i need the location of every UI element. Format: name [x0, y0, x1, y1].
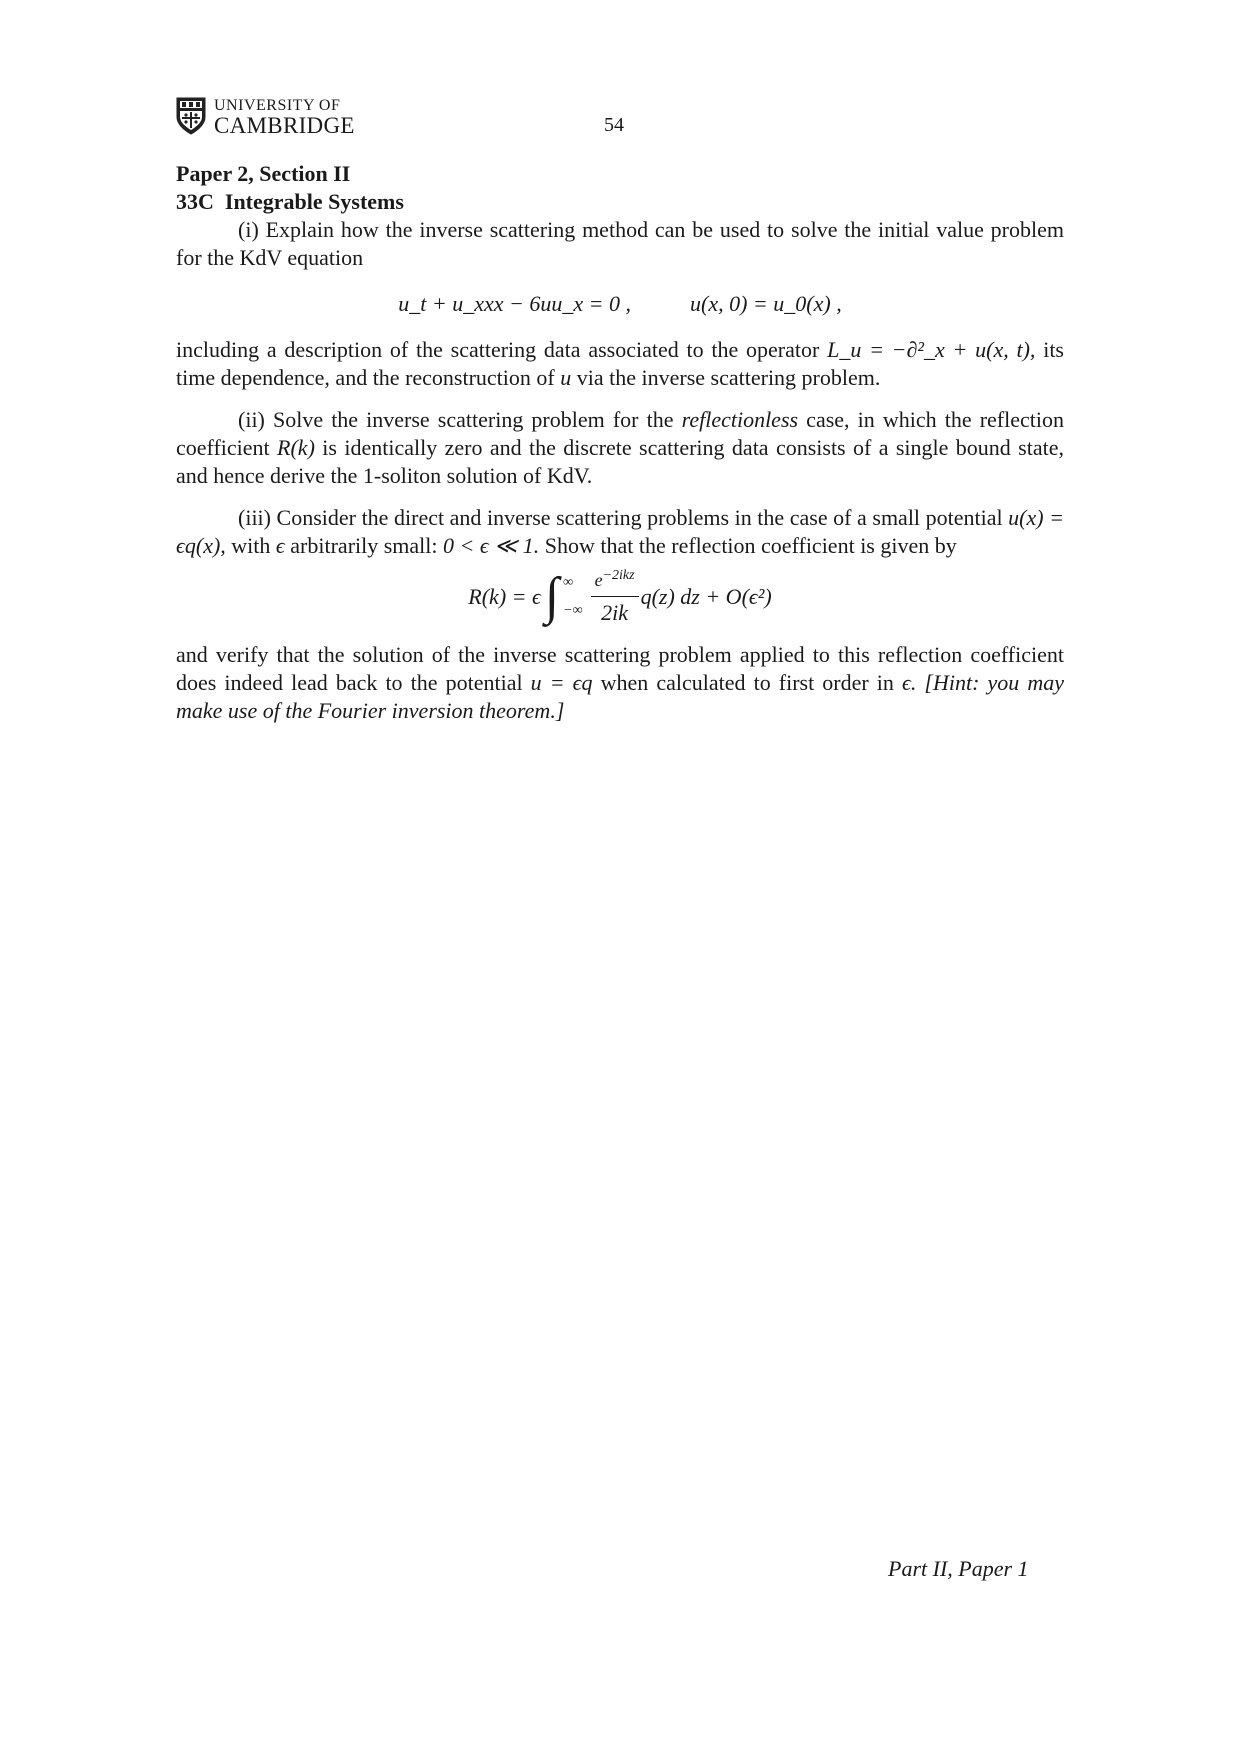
part-iii-text-e: and verify that the solution of the inverse scattering problem applied to this reflection coefficient does indeed lead back to the potential — [176, 642, 1064, 695]
part-iii-text-f: when calculated to first order in — [592, 670, 902, 695]
kdv-equation — [176, 290, 1064, 318]
potential-relation: u = ϵq — [530, 670, 593, 695]
integral-limits — [563, 569, 582, 625]
paper-section-heading: Paper 2, Section II — [176, 161, 351, 186]
operator-lu: L_u = −∂²_x + u(x, t), — [827, 337, 1036, 362]
question-title: 33C Integrable Systems — [176, 189, 404, 214]
part-iii-text-d: Show that the reflection coefficient is given by — [539, 533, 957, 558]
epsilon-range: 0 < ϵ ≪ 1. — [443, 533, 540, 558]
part-iii-text-c: arbitrarily small: — [284, 533, 444, 558]
part-ii-text-c: is identically zero and the discrete scattering data consists of a single bound state, and hence derive the 1-soliton solution of KdV. — [176, 435, 1064, 488]
numerator-base: e — [594, 570, 603, 590]
logo-line-cambridge: CAMBRIDGE — [214, 113, 355, 138]
question-body — [176, 160, 1064, 725]
exponential-fraction — [591, 566, 639, 627]
fraction-denominator: 2ik — [601, 600, 628, 625]
part-i-text-c: via the inverse scattering problem. — [571, 365, 881, 390]
part-ii — [176, 406, 1064, 490]
formula-rhs: q(z) dz + O(ϵ²) — [640, 583, 772, 609]
university-logo — [176, 96, 355, 136]
numerator-exponent: −2ikz — [602, 568, 635, 583]
hint-text: [Hint: you may make use of the Fourier inversion theorem.] — [176, 670, 1064, 723]
epsilon-symbol: ϵ — [275, 533, 285, 558]
part-i-description — [176, 336, 1064, 392]
integral-sign: ∫ — [544, 567, 560, 625]
fraction-numerator — [591, 566, 639, 597]
footer-paper-label: Part II, Paper 1 — [888, 1556, 1029, 1581]
kdv-initial-condition: u(x, 0) = u_0(x) , — [690, 291, 842, 316]
part-i-text-b: its time dependence, and the reconstruction of — [176, 337, 1064, 390]
variable-u: u — [560, 365, 572, 390]
reflection-coefficient-symbol: R(k) — [277, 435, 315, 460]
epsilon-order: ϵ. — [901, 670, 925, 695]
part-iii-text-b: with — [225, 533, 276, 558]
logo-line-university: UNIVERSITY OF — [214, 97, 341, 114]
part-iii-text-a: (iii) Consider the direct and inverse scattering problems in the case of a small potential — [238, 505, 1009, 530]
reflection-coefficient-formula — [176, 566, 1064, 627]
crest-icon — [176, 97, 206, 135]
kdv-equation-main: u_t + u_xxx − 6uu_x = 0 , — [398, 291, 632, 316]
reflectionless-emphasis: reflectionless — [681, 407, 799, 432]
upper-limit: ∞ — [563, 574, 574, 590]
part-iii-intro — [176, 504, 1064, 560]
small-potential: u(x) = ϵq(x), — [176, 505, 1065, 558]
part-i-text-a: including a description of the scattering data associated to the operator — [176, 337, 828, 362]
part-iii-verification — [176, 641, 1064, 725]
page-number: 54 — [604, 114, 624, 136]
part-i-intro: (i) Explain how the inverse scattering method can be used to solve the initial value problem for the KdV equation — [176, 217, 1064, 270]
lower-limit: −∞ — [563, 602, 583, 618]
part-ii-text-b: case, in which the reflection coefficient — [176, 407, 1064, 460]
formula-lhs: R(k) = ϵ — [468, 583, 541, 609]
part-ii-text-a: (ii) Solve the inverse scattering problem for the — [238, 407, 682, 432]
